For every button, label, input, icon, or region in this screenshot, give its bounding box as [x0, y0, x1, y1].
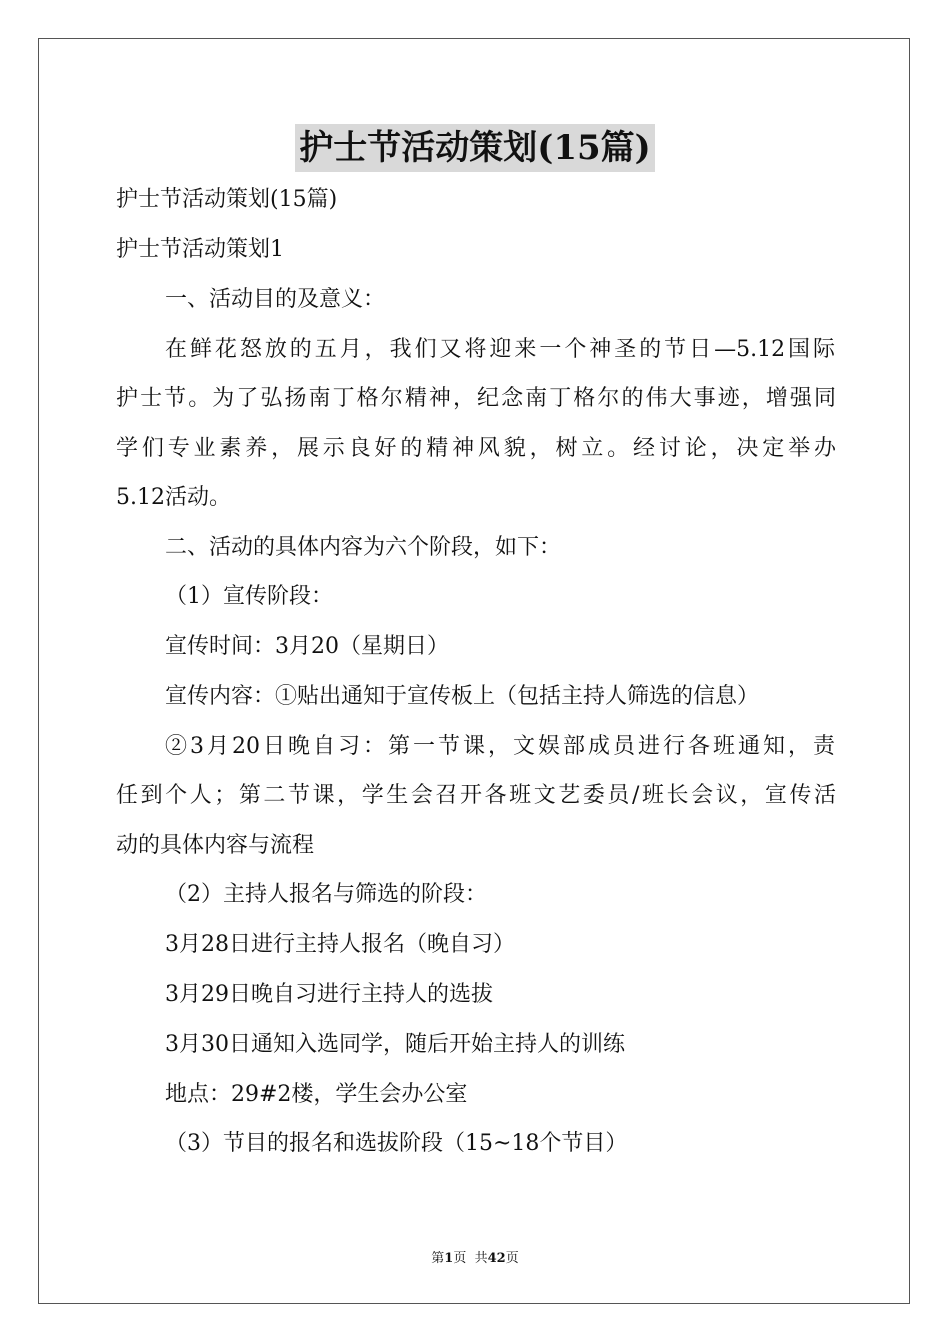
heading-content: 二、活动的具体内容为六个阶段，如下：: [165, 535, 562, 560]
footer-page-number: 1: [444, 1251, 454, 1266]
stage-heading: （2）主持人报名与筛选的阶段：: [165, 882, 487, 907]
paragraph-line: 在鲜花怒放的五月，我们又将迎来一个神圣的节日—5.12国际: [165, 337, 835, 362]
footer-total-pages: 42: [487, 1251, 506, 1266]
list-item: 3月30日通知入选同学，随后开始主持人的训练: [165, 1032, 625, 1057]
paragraph-line: 任到个人；第二节课，学生会召开各班文艺委员/班长会议，宣传活: [116, 783, 836, 808]
document-title: 护士节活动策划(15篇): [295, 124, 655, 172]
footer-middle: 页 共: [453, 1251, 488, 1266]
title-wrap: [0, 124, 950, 172]
paragraph-line: 动的具体内容与流程: [116, 833, 315, 858]
list-item: 地点：29#2楼，学生会办公室: [165, 1082, 468, 1107]
list-item: 宣传内容：①贴出通知于宣传板上（包括主持人筛选的信息）: [165, 684, 760, 709]
page-footer: [0, 1250, 950, 1268]
footer-prefix: 第: [431, 1251, 445, 1266]
list-item: 3月28日进行主持人报名（晚自习）: [165, 932, 515, 957]
paragraph-line: ②3月20日晚自习：第一节课，文娱部成员进行各班通知，责: [165, 734, 835, 759]
footer-suffix: 页: [505, 1251, 519, 1266]
list-item: 3月29日晚自习进行主持人的选拔: [165, 982, 493, 1007]
subtitle-line: 护士节活动策划(15篇): [116, 187, 338, 212]
page-frame: [38, 38, 910, 1304]
paragraph-line: 学们专业素养，展示良好的精神风貌，树立。经讨论，决定举办: [116, 436, 836, 461]
heading-purpose: 一、活动目的及意义：: [165, 287, 386, 312]
list-item: 宣传时间：3月20（星期日）: [165, 634, 449, 659]
stage-heading: （1）宣传阶段：: [165, 584, 333, 609]
stage-heading: （3）节目的报名和选拔阶段（15~18个节目）: [165, 1131, 628, 1156]
paragraph-line: 护士节。为了弘扬南丁格尔精神，纪念南丁格尔的伟大事迹，增强同: [116, 386, 836, 411]
section-heading: 护士节活动策划1: [116, 237, 284, 262]
paragraph-line: 5.12活动。: [116, 485, 231, 510]
